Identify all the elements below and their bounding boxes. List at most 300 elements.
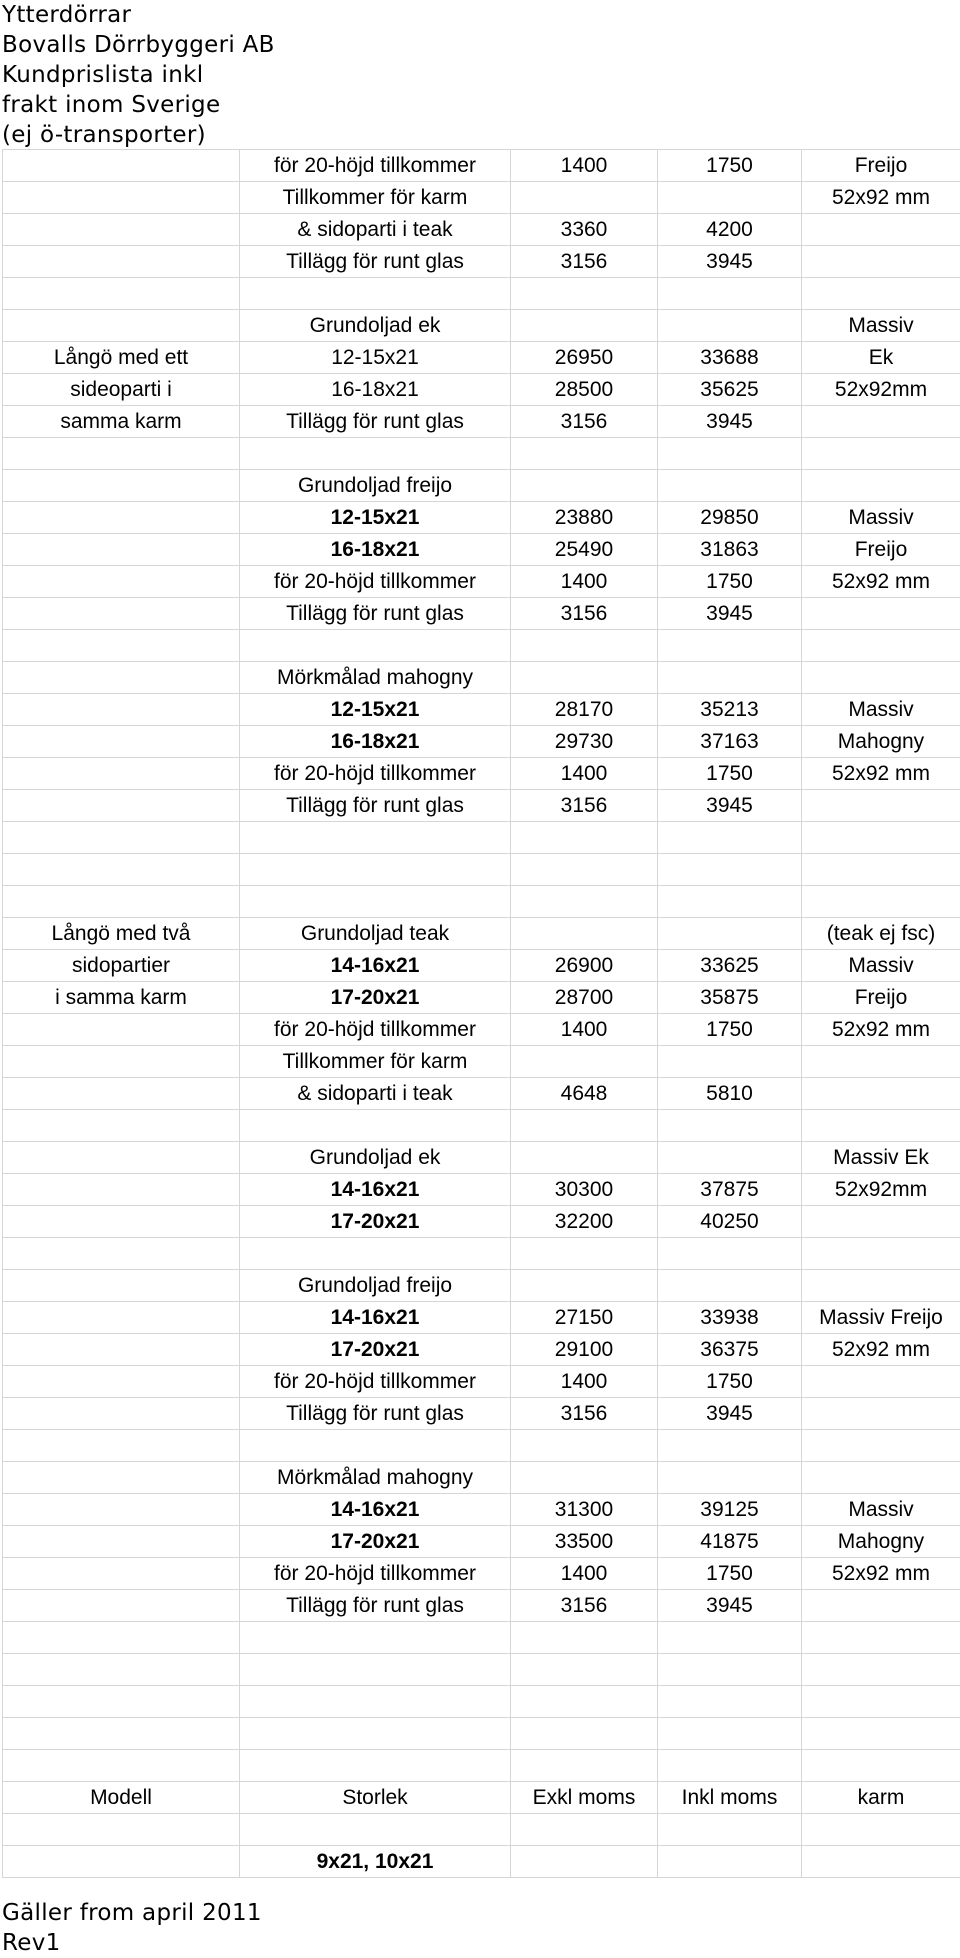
cell-size: Grundoljad freijo xyxy=(240,470,511,502)
cell-model xyxy=(3,1558,240,1590)
cell-karm xyxy=(802,1238,960,1270)
cell-karm: 52x92 mm xyxy=(802,182,960,214)
table-row xyxy=(3,342,960,374)
cell-size: 14-16x21 xyxy=(240,1174,511,1206)
cell-exkl-moms: 33500 xyxy=(511,1526,658,1558)
cell-exkl-moms xyxy=(511,278,658,310)
cell-model xyxy=(3,1078,240,1110)
cell-karm xyxy=(802,1686,960,1718)
cell-model xyxy=(3,438,240,470)
cell-exkl-moms: 1400 xyxy=(511,150,658,182)
cell-exkl-moms xyxy=(511,1270,658,1302)
cell-size: 12-15x21 xyxy=(240,342,511,374)
table-row xyxy=(3,1014,960,1046)
cell-size xyxy=(240,278,511,310)
cell-karm: Massiv xyxy=(802,502,960,534)
cell-model xyxy=(3,1846,240,1878)
cell-model xyxy=(3,1302,240,1334)
cell-exkl-moms xyxy=(511,1238,658,1270)
cell-karm xyxy=(802,1462,960,1494)
cell-inkl-moms xyxy=(658,1750,802,1782)
cell-model: sidopartier xyxy=(3,950,240,982)
cell-inkl-moms: 41875 xyxy=(658,1526,802,1558)
cell-karm xyxy=(802,630,960,662)
cell-inkl-moms: 33938 xyxy=(658,1302,802,1334)
table-row xyxy=(3,1046,960,1078)
table-row xyxy=(3,1526,960,1558)
cell-exkl-moms xyxy=(511,1046,658,1078)
table-row xyxy=(3,214,960,246)
cell-size xyxy=(240,1622,511,1654)
cell-size: & sidoparti i teak xyxy=(240,1078,511,1110)
table-row xyxy=(3,310,960,342)
cell-exkl-moms: 3156 xyxy=(511,1590,658,1622)
table-row xyxy=(3,1238,960,1270)
cell-model xyxy=(3,310,240,342)
cell-model xyxy=(3,1622,240,1654)
cell-size xyxy=(240,886,511,918)
cell-inkl-moms xyxy=(658,470,802,502)
table-row xyxy=(3,886,960,918)
cell-exkl-moms: 31300 xyxy=(511,1494,658,1526)
cell-exkl-moms: 23880 xyxy=(511,502,658,534)
price-table-body xyxy=(3,150,960,1878)
cell-size xyxy=(240,438,511,470)
table-row xyxy=(3,758,960,790)
cell-model xyxy=(3,1494,240,1526)
cell-inkl-moms: 5810 xyxy=(658,1078,802,1110)
cell-exkl-moms: 28500 xyxy=(511,374,658,406)
table-row xyxy=(3,630,960,662)
cell-inkl-moms: 3945 xyxy=(658,1398,802,1430)
cell-karm xyxy=(802,854,960,886)
cell-size: för 20-höjd tillkommer xyxy=(240,150,511,182)
cell-size: Mörkmålad mahogny xyxy=(240,662,511,694)
cell-size: Tillägg för runt glas xyxy=(240,598,511,630)
cell-inkl-moms xyxy=(658,1046,802,1078)
cell-karm: Massiv xyxy=(802,950,960,982)
cell-karm xyxy=(802,1206,960,1238)
cell-exkl-moms xyxy=(511,886,658,918)
table-row xyxy=(3,1718,960,1750)
cell-inkl-moms: 36375 xyxy=(658,1334,802,1366)
cell-karm xyxy=(802,278,960,310)
table-row xyxy=(3,566,960,598)
cell-karm: Mahogny xyxy=(802,726,960,758)
table-row xyxy=(3,470,960,502)
cell-exkl-moms: 1400 xyxy=(511,1558,658,1590)
cell-inkl-moms xyxy=(658,886,802,918)
cell-exkl-moms: 29730 xyxy=(511,726,658,758)
cell-inkl-moms: 37875 xyxy=(658,1174,802,1206)
cell-model xyxy=(3,1270,240,1302)
cell-karm: Mahogny xyxy=(802,1526,960,1558)
cell-karm: 52x92 mm xyxy=(802,1558,960,1590)
cell-size: 9x21, 10x21 xyxy=(240,1846,511,1878)
cell-size: för 20-höjd tillkommer xyxy=(240,1558,511,1590)
cell-size: 17-20x21 xyxy=(240,1206,511,1238)
cell-inkl-moms xyxy=(658,1718,802,1750)
cell-size: 17-20x21 xyxy=(240,982,511,1014)
cell-inkl-moms xyxy=(658,1238,802,1270)
cell-exkl-moms xyxy=(511,1814,658,1846)
cell-karm: 52x92mm xyxy=(802,1174,960,1206)
cell-size: 14-16x21 xyxy=(240,950,511,982)
table-row xyxy=(3,182,960,214)
table-row xyxy=(3,150,960,182)
cell-exkl-moms xyxy=(511,470,658,502)
cell-karm xyxy=(802,1846,960,1878)
cell-exkl-moms xyxy=(511,438,658,470)
cell-karm: 52x92 mm xyxy=(802,566,960,598)
cell-model xyxy=(3,694,240,726)
cell-inkl-moms: 35213 xyxy=(658,694,802,726)
cell-model: sideoparti i xyxy=(3,374,240,406)
cell-exkl-moms: 1400 xyxy=(511,758,658,790)
cell-exkl-moms: Exkl moms xyxy=(511,1782,658,1814)
cell-size: 16-18x21 xyxy=(240,374,511,406)
cell-model xyxy=(3,1238,240,1270)
cell-size: Tillkommer för karm xyxy=(240,1046,511,1078)
cell-karm: Massiv Ek xyxy=(802,1142,960,1174)
cell-size xyxy=(240,854,511,886)
table-row xyxy=(3,1782,960,1814)
cell-inkl-moms: 33688 xyxy=(658,342,802,374)
table-row xyxy=(3,790,960,822)
table-row xyxy=(3,1334,960,1366)
cell-model xyxy=(3,1462,240,1494)
cell-inkl-moms xyxy=(658,1462,802,1494)
table-row xyxy=(3,374,960,406)
cell-model: samma karm xyxy=(3,406,240,438)
cell-karm: 52x92 mm xyxy=(802,1014,960,1046)
cell-exkl-moms: 1400 xyxy=(511,1014,658,1046)
cell-size: för 20-höjd tillkommer xyxy=(240,566,511,598)
cell-inkl-moms xyxy=(658,1814,802,1846)
cell-model xyxy=(3,150,240,182)
cell-model xyxy=(3,630,240,662)
cell-exkl-moms: 27150 xyxy=(511,1302,658,1334)
cell-inkl-moms: 1750 xyxy=(658,1558,802,1590)
cell-model: Långö med ett xyxy=(3,342,240,374)
cell-model: Modell xyxy=(3,1782,240,1814)
cell-size: Tillägg för runt glas xyxy=(240,790,511,822)
cell-size xyxy=(240,1814,511,1846)
table-row xyxy=(3,822,960,854)
cell-karm xyxy=(802,406,960,438)
cell-karm xyxy=(802,438,960,470)
table-row xyxy=(3,1846,960,1878)
cell-inkl-moms: 37163 xyxy=(658,726,802,758)
table-row xyxy=(3,1590,960,1622)
cell-model xyxy=(3,662,240,694)
cell-inkl-moms: 31863 xyxy=(658,534,802,566)
document-footer xyxy=(2,1898,262,1958)
cell-model xyxy=(3,1590,240,1622)
cell-size: för 20-höjd tillkommer xyxy=(240,1014,511,1046)
price-table xyxy=(2,149,960,1878)
cell-inkl-moms: 3945 xyxy=(658,1590,802,1622)
cell-inkl-moms: 3945 xyxy=(658,598,802,630)
cell-size: 17-20x21 xyxy=(240,1526,511,1558)
cell-model xyxy=(3,1142,240,1174)
cell-inkl-moms xyxy=(658,630,802,662)
cell-karm: 52x92 mm xyxy=(802,1334,960,1366)
cell-exkl-moms: 3156 xyxy=(511,1398,658,1430)
cell-exkl-moms xyxy=(511,1110,658,1142)
cell-size: Grundoljad ek xyxy=(240,1142,511,1174)
cell-model xyxy=(3,1654,240,1686)
cell-exkl-moms xyxy=(511,1750,658,1782)
cell-exkl-moms: 3156 xyxy=(511,598,658,630)
cell-exkl-moms xyxy=(511,630,658,662)
table-row xyxy=(3,1302,960,1334)
footer-validity: Gäller from april 2011 xyxy=(2,1900,262,1926)
cell-model xyxy=(3,1686,240,1718)
cell-model xyxy=(3,790,240,822)
cell-inkl-moms xyxy=(658,182,802,214)
footer-revision: Rev1 xyxy=(2,1930,61,1956)
cell-exkl-moms xyxy=(511,1846,658,1878)
cell-model xyxy=(3,1046,240,1078)
cell-karm xyxy=(802,790,960,822)
cell-karm xyxy=(802,822,960,854)
table-row xyxy=(3,982,960,1014)
cell-exkl-moms xyxy=(511,1622,658,1654)
cell-karm xyxy=(802,1078,960,1110)
table-row xyxy=(3,598,960,630)
cell-karm xyxy=(802,1366,960,1398)
cell-karm xyxy=(802,1430,960,1462)
cell-model xyxy=(3,1334,240,1366)
cell-size: för 20-höjd tillkommer xyxy=(240,758,511,790)
cell-model xyxy=(3,726,240,758)
cell-size xyxy=(240,1110,511,1142)
cell-size xyxy=(240,1750,511,1782)
cell-karm: Massiv Freijo xyxy=(802,1302,960,1334)
cell-model xyxy=(3,246,240,278)
cell-exkl-moms: 3156 xyxy=(511,246,658,278)
cell-inkl-moms: 35875 xyxy=(658,982,802,1014)
cell-size: 16-18x21 xyxy=(240,534,511,566)
cell-exkl-moms: 1400 xyxy=(511,566,658,598)
cell-size: 12-15x21 xyxy=(240,502,511,534)
cell-inkl-moms xyxy=(658,854,802,886)
cell-inkl-moms: 1750 xyxy=(658,150,802,182)
cell-model xyxy=(3,566,240,598)
cell-exkl-moms: 26900 xyxy=(511,950,658,982)
cell-inkl-moms xyxy=(658,438,802,470)
cell-inkl-moms: 1750 xyxy=(658,566,802,598)
cell-size: Tillägg för runt glas xyxy=(240,406,511,438)
cell-size: Storlek xyxy=(240,1782,511,1814)
cell-model xyxy=(3,278,240,310)
cell-size: 12-15x21 xyxy=(240,694,511,726)
cell-model: i samma karm xyxy=(3,982,240,1014)
cell-karm xyxy=(802,1814,960,1846)
cell-size: Mörkmålad mahogny xyxy=(240,1462,511,1494)
header-title: Ytterdörrar xyxy=(2,2,132,28)
cell-karm xyxy=(802,886,960,918)
cell-karm: Massiv xyxy=(802,1494,960,1526)
header-shipping: frakt inom Sverige xyxy=(2,92,221,118)
cell-karm xyxy=(802,246,960,278)
cell-inkl-moms: 4200 xyxy=(658,214,802,246)
cell-exkl-moms: 3360 xyxy=(511,214,658,246)
cell-karm: Freijo xyxy=(802,534,960,566)
cell-karm xyxy=(802,1750,960,1782)
cell-size xyxy=(240,1686,511,1718)
cell-size xyxy=(240,1654,511,1686)
cell-model xyxy=(3,822,240,854)
header-company: Bovalls Dörrbyggeri AB xyxy=(2,32,275,58)
cell-size: Grundoljad ek xyxy=(240,310,511,342)
cell-inkl-moms xyxy=(658,1430,802,1462)
cell-size xyxy=(240,1430,511,1462)
cell-size xyxy=(240,1718,511,1750)
cell-inkl-moms: 3945 xyxy=(658,406,802,438)
table-row xyxy=(3,918,960,950)
cell-size: 14-16x21 xyxy=(240,1302,511,1334)
cell-karm: 52x92mm xyxy=(802,374,960,406)
cell-size: Grundoljad teak xyxy=(240,918,511,950)
cell-exkl-moms xyxy=(511,1142,658,1174)
table-row xyxy=(3,1110,960,1142)
cell-inkl-moms: 40250 xyxy=(658,1206,802,1238)
cell-karm: karm xyxy=(802,1782,960,1814)
cell-karm xyxy=(802,1622,960,1654)
cell-karm xyxy=(802,1654,960,1686)
cell-exkl-moms: 32200 xyxy=(511,1206,658,1238)
cell-karm xyxy=(802,1398,960,1430)
cell-exkl-moms xyxy=(511,822,658,854)
cell-model xyxy=(3,502,240,534)
cell-inkl-moms xyxy=(658,662,802,694)
cell-size: 16-18x21 xyxy=(240,726,511,758)
table-row xyxy=(3,1206,960,1238)
header-exclusion: (ej ö-transporter) xyxy=(2,122,206,148)
cell-model xyxy=(3,1014,240,1046)
table-row xyxy=(3,278,960,310)
table-row xyxy=(3,1654,960,1686)
cell-karm xyxy=(802,1718,960,1750)
cell-inkl-moms: 33625 xyxy=(658,950,802,982)
cell-model xyxy=(3,598,240,630)
table-row xyxy=(3,662,960,694)
cell-model xyxy=(3,854,240,886)
table-row xyxy=(3,1494,960,1526)
table-row xyxy=(3,1750,960,1782)
cell-model xyxy=(3,1366,240,1398)
cell-model xyxy=(3,1750,240,1782)
cell-exkl-moms xyxy=(511,1430,658,1462)
table-row xyxy=(3,1814,960,1846)
cell-model xyxy=(3,182,240,214)
cell-exkl-moms: 30300 xyxy=(511,1174,658,1206)
table-row xyxy=(3,1174,960,1206)
table-row xyxy=(3,1398,960,1430)
cell-exkl-moms: 1400 xyxy=(511,1366,658,1398)
cell-inkl-moms: 3945 xyxy=(658,790,802,822)
cell-inkl-moms xyxy=(658,278,802,310)
cell-model xyxy=(3,1110,240,1142)
cell-model xyxy=(3,1526,240,1558)
cell-exkl-moms xyxy=(511,1654,658,1686)
cell-karm: Ek xyxy=(802,342,960,374)
cell-model xyxy=(3,1174,240,1206)
cell-karm: Massiv xyxy=(802,310,960,342)
table-row xyxy=(3,246,960,278)
cell-exkl-moms xyxy=(511,1686,658,1718)
cell-karm xyxy=(802,470,960,502)
table-row xyxy=(3,1622,960,1654)
cell-model xyxy=(3,470,240,502)
cell-exkl-moms: 25490 xyxy=(511,534,658,566)
cell-karm xyxy=(802,1046,960,1078)
cell-inkl-moms xyxy=(658,1686,802,1718)
cell-inkl-moms: 35625 xyxy=(658,374,802,406)
cell-exkl-moms: 26950 xyxy=(511,342,658,374)
table-row xyxy=(3,1270,960,1302)
cell-size: & sidoparti i teak xyxy=(240,214,511,246)
cell-inkl-moms xyxy=(658,1622,802,1654)
cell-inkl-moms: 1750 xyxy=(658,758,802,790)
cell-karm: 52x92 mm xyxy=(802,758,960,790)
table-row xyxy=(3,406,960,438)
table-row xyxy=(3,502,960,534)
table-row xyxy=(3,694,960,726)
cell-exkl-moms: 29100 xyxy=(511,1334,658,1366)
cell-size: för 20-höjd tillkommer xyxy=(240,1366,511,1398)
cell-karm xyxy=(802,598,960,630)
table-row xyxy=(3,854,960,886)
cell-exkl-moms xyxy=(511,310,658,342)
table-row xyxy=(3,1686,960,1718)
cell-size: Tillägg för runt glas xyxy=(240,1398,511,1430)
cell-exkl-moms: 28170 xyxy=(511,694,658,726)
cell-model xyxy=(3,1206,240,1238)
cell-exkl-moms xyxy=(511,1718,658,1750)
cell-model xyxy=(3,214,240,246)
cell-inkl-moms xyxy=(658,1270,802,1302)
cell-inkl-moms xyxy=(658,918,802,950)
cell-exkl-moms: 4648 xyxy=(511,1078,658,1110)
cell-inkl-moms: 1750 xyxy=(658,1366,802,1398)
table-row xyxy=(3,438,960,470)
cell-model: Långö med två xyxy=(3,918,240,950)
cell-karm xyxy=(802,1590,960,1622)
cell-model xyxy=(3,534,240,566)
cell-karm: Massiv xyxy=(802,694,960,726)
cell-karm: Freijo xyxy=(802,150,960,182)
cell-size: Grundoljad freijo xyxy=(240,1270,511,1302)
cell-karm: (teak ej fsc) xyxy=(802,918,960,950)
cell-exkl-moms: 3156 xyxy=(511,790,658,822)
table-row xyxy=(3,534,960,566)
header-pricelist: Kundprislista inkl xyxy=(2,62,204,88)
cell-karm xyxy=(802,1270,960,1302)
cell-exkl-moms xyxy=(511,182,658,214)
cell-exkl-moms xyxy=(511,1462,658,1494)
cell-inkl-moms xyxy=(658,1846,802,1878)
cell-inkl-moms xyxy=(658,822,802,854)
cell-model xyxy=(3,1814,240,1846)
cell-inkl-moms xyxy=(658,1142,802,1174)
cell-size: Tillägg för runt glas xyxy=(240,1590,511,1622)
cell-karm xyxy=(802,214,960,246)
table-row xyxy=(3,726,960,758)
cell-inkl-moms: 29850 xyxy=(658,502,802,534)
